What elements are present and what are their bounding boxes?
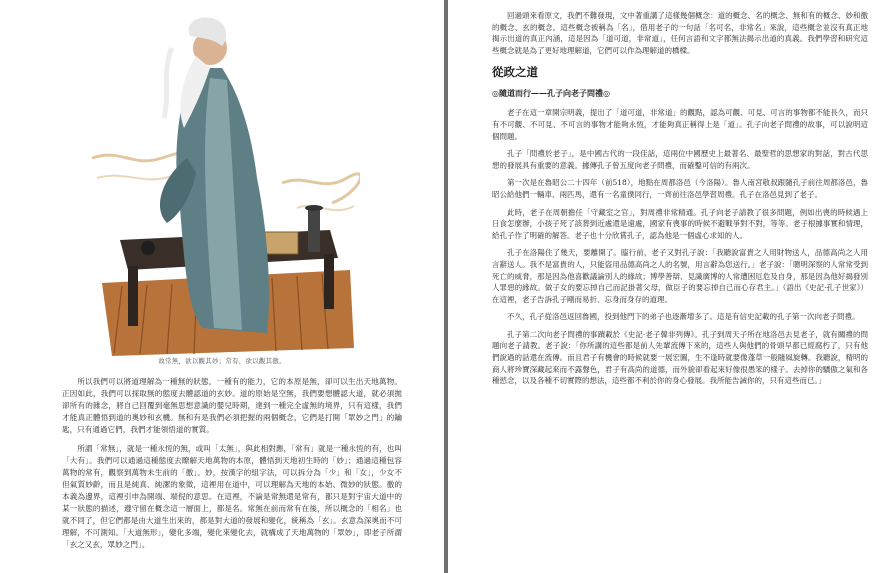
figure-caption: 故常無，欲以觀其妙；常有，欲以觀其徼。 <box>158 357 286 365</box>
section-title: 從政之道 <box>492 65 538 80</box>
paragraph: 老子在這一章開宗明義，提出了「道可道，非常道」的觀點，認為可觀、可見、可言的事物都不能長久，而只有不可觀、不可見、不可言的事物才能夠永恆，才能夠真正稱得上是「道」。孔子向老子問禮的故事，可以說明這個問題。 <box>492 108 868 141</box>
intro-paragraph: 回過頭來看原文，我們不難發現，文中著重講了這樣幾個概念：道的概念、名的概念、無和有的概念、妙和徼的概念、玄的概念。這些概念被稱為「名」，借用老子的一句話「名可名，非常名」來說，這些概念並沒有真正地揭示出道的真正內涵，這是因為「道可道，非常道」，任何言語和文字都無法揭示出道的真義。我們學習和研究這些概念就是為了更好地理解道，它們可以作為理解道的橋樑。 <box>492 11 868 55</box>
paragraph: 不久，孔子從洛邑返回魯國，投到他門下的弟子也逐漸增多了。這是有信史記載的孔子第一次向老子問禮。 <box>507 312 860 322</box>
left-page <box>0 0 444 573</box>
paragraph: 第一次是在魯昭公二十四年（前518），地點在周都洛邑（今洛陽）。魯人南宮敬叔跟隨孔子前往周都洛邑，魯昭公給他們一輛車、兩匹馬，還有一名童僕同行，一齊前往洛邑學習周禮。孔子在洛邑見到了老子。 <box>492 178 868 199</box>
right-page-body <box>492 10 868 393</box>
paragraph: 孔子第二次向老子問禮的事蹟載於《史記·老子韓非列傳》。孔子到周天子所在地洛邑去見老子，就有關禮的問題向老子請教。老子說：「你所講的這些都是前人先輩流傳下來的，這些人與他們的骨頭早都已經腐朽了，只有他們說過的話還在流傳。而且君子有機會的時候就要一展宏圖，生不逢時就要像蓬草一般隨風旋轉。我聽說，精明的商人將珍寶深藏起來而不露聲色，君子有高尚的道德，而外貌卻看起來好像很愚笨的樣子。去掉你的驕傲之氣和各種慾念，以及各種不切實際的想法，這些都不利於你的身心發展。我所能告誡你的，只有這些而已。」 <box>492 329 868 386</box>
paragraph: 所謂「常無」，就是一種永恆的無，或叫「太無」，與此相對應，「常有」就是一種永恆的有，也叫「大有」。我們可以通過這種態度去瞭解天地萬物的本原，體悟到天地初生時的「妙」；通過這種包容萬物的常有，觀察到萬物未生前的「徼」。妙，按漢字的組字法，可以拆分為「少」和「女」，少女不但氣質妙齡，而且是純真、純潔的象徵，這裡用在道中，可以理解為天地的本始、微妙的狀態。徼的本義為邊界，這裡引申為開端、端倪的意思。在這裡，不論是常無還是常有，都只是對宇宙大道中的某一狀態的描述，遵守留在概念這一層面上，都是名。常無在前而常有在後，所以概念的「相名」也就不同了，但它們都是由大道生出來的，都是對大道的發展和變化，統稱為「玄」。玄意為深奧而不可理解，不可測知。「大道無形」，變化多端，變化來變化去，就構成了天地萬物的「眾妙」，即老子所謂「玄之又玄，眾妙之門」。 <box>62 444 402 549</box>
left-page-body <box>62 376 402 558</box>
right-page <box>448 0 892 573</box>
paragraph: 此時，老子在周朝擔任「守藏室之官」，對周禮非常精通。孔子向老子請教了很多問題，例如出喪的時候遇上日食怎麼辦，小孩子死了該葬到近處還是遠處，國家有喪事的時候不避戰爭對不對，等等。老子根據事實和情理，給孔子作了明確的解答。老子也十分欣賞孔子，認為他是一個虛心求知的人。 <box>492 207 868 240</box>
paragraph: 孔子「問禮於老子」，是中國古代的一段佳話，這兩位中國歷史上最著名、最聖哲的思想家的對話，對古代思想的發展具有重要的意義。據傳孔子曾五度向老子問禮，而確鑿可信的有兩次。 <box>492 149 868 170</box>
subsection-title: ◎隨道而行——孔子向老子問禮◎ <box>492 88 610 99</box>
paragraph: 孔子在洛陽住了幾天，要離開了。臨行前，老子又對孔子說：「我聽說富貴之人用財物送人，品德高尚之人用言辭送人。我不是富貴的人，只能盜用品德高尚之人的名號，用言辭為您送行。」老子說：「聰明深察的人常常受到死亡的威脅，那是因為他喜歡議論別人的緣故；博學善辯、見識廣博的人常遭困厄危及自身，那是因為他好揭發別人罪惡的緣故。做子女的要忘掉自己而記掛著父母，做臣子的要忘掉自己而心存君主。」（語出《史記·孔子世家》）在這裡，老子告訴孔子剛而易折、忘身而身存的道理。 <box>492 248 868 304</box>
sage-illustration <box>92 8 360 356</box>
sage-painting-icon <box>92 8 360 356</box>
paragraph: 所以我們可以將道理解為一種無的狀態，一種有的能力，它的本原是無，卻可以生出天地萬物。正因如此，我們可以採取無的態度去體認道的玄妙。道的原始是空無，我們要想體認大道，就必須拋卻所有的雜念，將自己回覆到毫無思想意識的嬰兒時期，達到一種完全虛無的境界，只有這樣，我們才能真正體悟到道的奧妙和玄機。無和有是我們必須把握的兩個概念，它們是打開「眾妙之門」的鑰匙，只有通過它們，我們才能領悟道的實質。 <box>62 377 402 434</box>
